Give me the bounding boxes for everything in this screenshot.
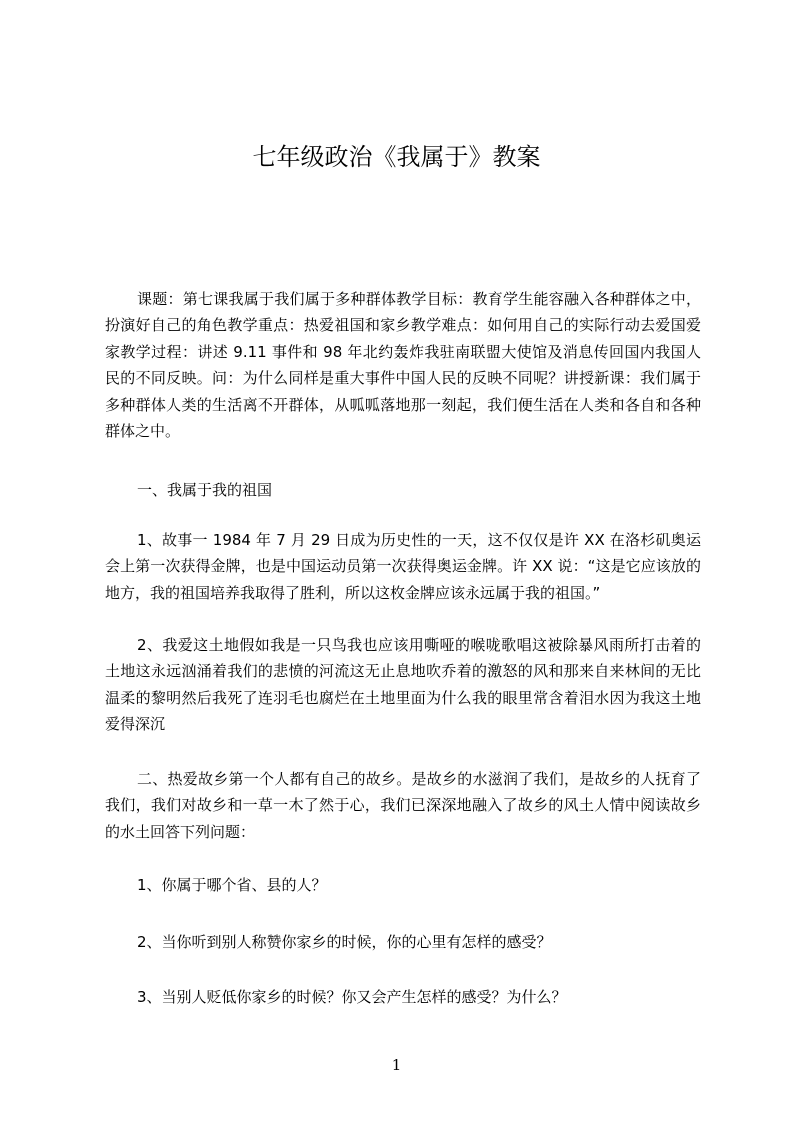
intro-paragraph: 课题：第七课我属于我们属于多种群体教学目标：教育学生能容融入各种群体之中，扮演好自己的角色教学重点：热爱祖国和家乡教学难点：如何用自己的实际行动去爱国爱家教学过程：讲述 9.11 事件和 98 年北约轰炸我驻南联盟大使馆及消息传回国内我国人民的不同反映。问：为什么同样是重大事件中国人民的反映不同呢？讲授新课：我们属于多种群体人类的生活离不开群体，从呱呱落地那一刻起，我们便生活在人类和各自和各种群体之中。 (105, 290, 701, 441)
document-title: 七年级政治《我属于》教案 (252, 143, 541, 171)
section-one-heading: 一、我属于我的祖国 (137, 481, 273, 499)
story-one-paragraph: 1、故事一 1984 年 7 月 29 日成为历史性的一天，这不仅仅是许 XX 在洛杉矶奥运会上第一次获得金牌，也是中国运动员第一次获得奥运金牌。许 XX 说：“这是它应该放的地方，我的祖国培养我取得了胜利，所以这枚金牌应该永远属于我的祖国。” (105, 531, 701, 602)
question-two: 2、当你听到别人称赞你家乡的时候，你的心里有怎样的感受？ (137, 933, 552, 951)
question-one: 1、你属于哪个省、县的人？ (137, 876, 327, 894)
question-three: 3、当别人贬低你家乡的时候？你又会产生怎样的感受？为什么？ (137, 988, 567, 1006)
section-two-paragraph: 二、热爱故乡第一个人都有自己的故乡。是故乡的水滋润了我们，是故乡的人抚育了我们，我们对故乡和一草一木了然于心，我们已深深地融入了故乡的风土人情中阅读故乡的水土回答下列问题： (105, 770, 701, 841)
page-number: 1 (391, 1056, 402, 1074)
poem-paragraph: 2、我爱这土地假如我是一只鸟我也应该用嘶哑的喉咙歌唱这被除暴风雨所打击着的土地这永远汹涌着我们的悲愤的河流这无止息地吹乔着的激怒的风和那来自来林间的无比温柔的黎明然后我死了连羽毛也腐烂在土地里面为什么我的眼里常含着泪水因为我这土地爱得深沉 (105, 636, 701, 734)
